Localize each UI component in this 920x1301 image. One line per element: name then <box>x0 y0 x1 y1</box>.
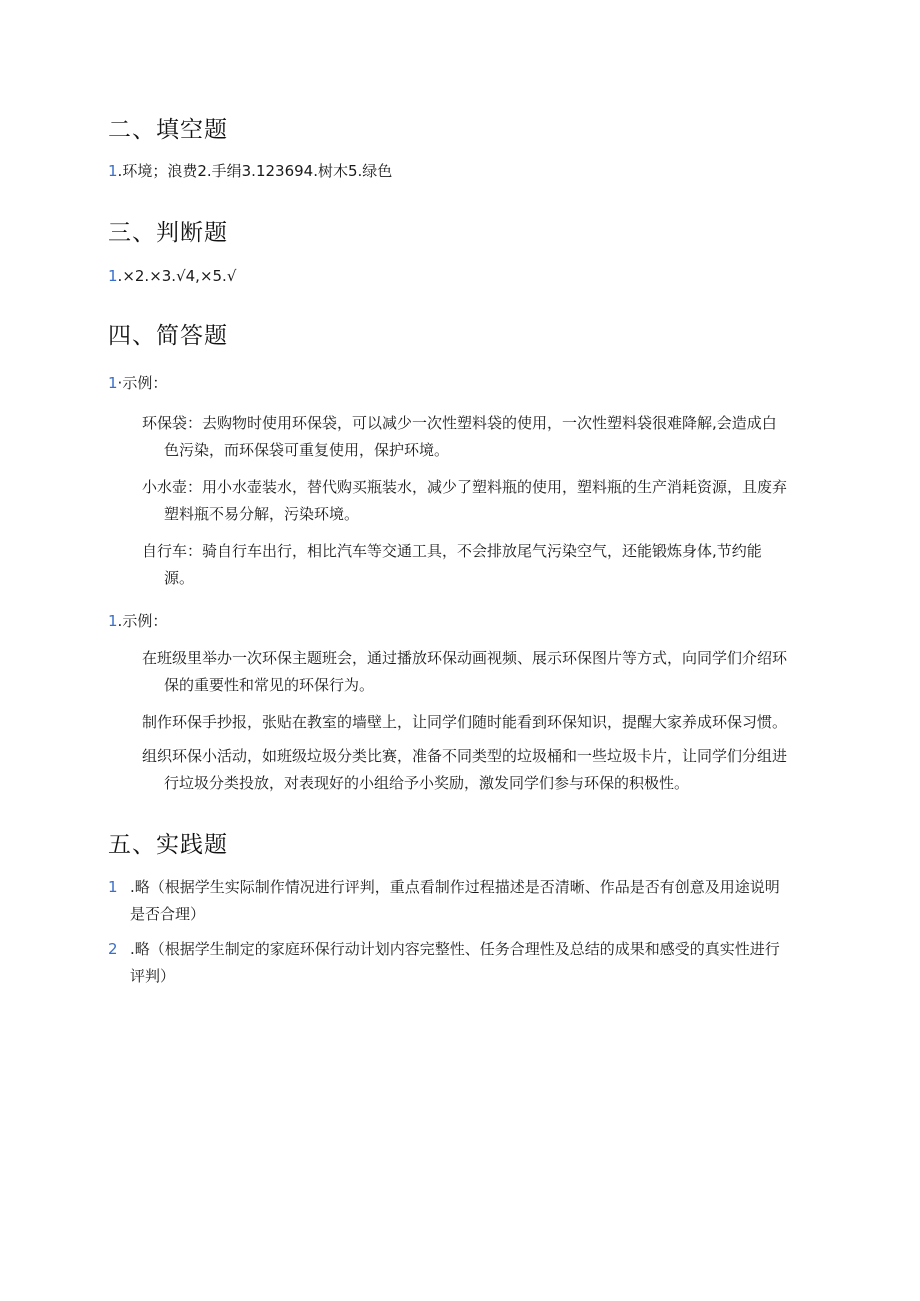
question-number: 1 <box>108 267 118 285</box>
example-item-bicycle <box>142 538 810 592</box>
fill-in-answer-line <box>108 160 392 182</box>
example-item-continuation: 源。 <box>164 569 195 587</box>
practice-answer-1 <box>108 874 808 928</box>
true-false-answer-line <box>108 265 236 287</box>
example-item-poster <box>142 709 810 736</box>
example-item-continuation: 行垃圾分类投放，对表现好的小组给予小奖励，激发同学们参与环保的积极性。 <box>164 774 690 792</box>
example-label: ·示例： <box>117 374 168 392</box>
example-item-first-line: 环保袋：去购物时使用环保袋，可以减少一次性塑料袋的使用，一次性塑料袋很难降解,会造成白 <box>142 414 777 432</box>
example-item-eco-bag <box>142 410 810 464</box>
true-false-answer-text: .×2.×3.√4,×5.√ <box>117 267 237 285</box>
short-answer-q1-label <box>108 372 167 394</box>
example-item-water-bottle <box>142 474 810 528</box>
example-item-first-line: 组织环保小活动，如班级垃圾分类比赛，准备不同类型的垃圾桶和一些垃圾卡片，让同学们分组进 <box>142 747 788 765</box>
example-item-activity <box>142 743 810 797</box>
example-item-continuation: 塑料瓶不易分解，污染环境。 <box>164 505 360 523</box>
example-item-continuation: 色污染，而环保袋可重复使用，保护环境。 <box>164 441 450 459</box>
question-number: 1 <box>108 612 118 630</box>
section-title-short-answer: 四、简答题 <box>108 323 228 349</box>
example-label: .示例： <box>117 612 168 630</box>
example-item-first-line: 小水壶：用小水壶装水，替代购买瓶装水，减少了塑料瓶的使用，塑料瓶的生产消耗资源，且废弃 <box>142 478 788 496</box>
question-number: 1 <box>108 878 118 896</box>
example-item-class-meeting <box>142 645 810 699</box>
example-item-first-line: 制作环保手抄报，张贴在教室的墙壁上，让同学们随时能看到环保知识，提醒大家养成环保习惯。 <box>142 713 788 731</box>
example-item-continuation: 保的重要性和常见的环保行为。 <box>164 676 375 694</box>
short-answer-q2-label <box>108 610 167 632</box>
question-number: 1 <box>108 162 118 180</box>
section-title-true-false: 三、判断题 <box>108 220 228 246</box>
fill-in-answer-text: .环境；浪费2.手绢3.123694.树木5.绿色 <box>117 162 393 180</box>
practice-answer-first-line: .略（根据学生制定的家庭环保行动计划内容完整性、任务合理性及总结的成果和感受的真实性进行 <box>130 940 780 958</box>
practice-answer-continuation: 是否合理） <box>130 905 206 923</box>
example-item-first-line: 在班级里举办一次环保主题班会，通过播放环保动画视频、展示环保图片等方式，向同学们介绍环 <box>142 649 788 667</box>
question-number: 1 <box>108 374 118 392</box>
section-title-practice: 五、实践题 <box>108 832 228 858</box>
example-item-first-line: 自行车：骑自行车出行，相比汽车等交通工具，不会排放尾气污染空气，还能锻炼身体,节约能 <box>142 542 762 560</box>
practice-answer-first-line: .略（根据学生实际制作情况进行评判，重点看制作过程描述是否清晰、作品是否有创意及用途说明 <box>130 878 780 896</box>
practice-answer-2 <box>108 936 808 990</box>
question-number: 2 <box>108 940 118 958</box>
practice-answer-continuation: 评判） <box>130 967 176 985</box>
section-title-fill-in: 二、填空题 <box>108 117 228 143</box>
